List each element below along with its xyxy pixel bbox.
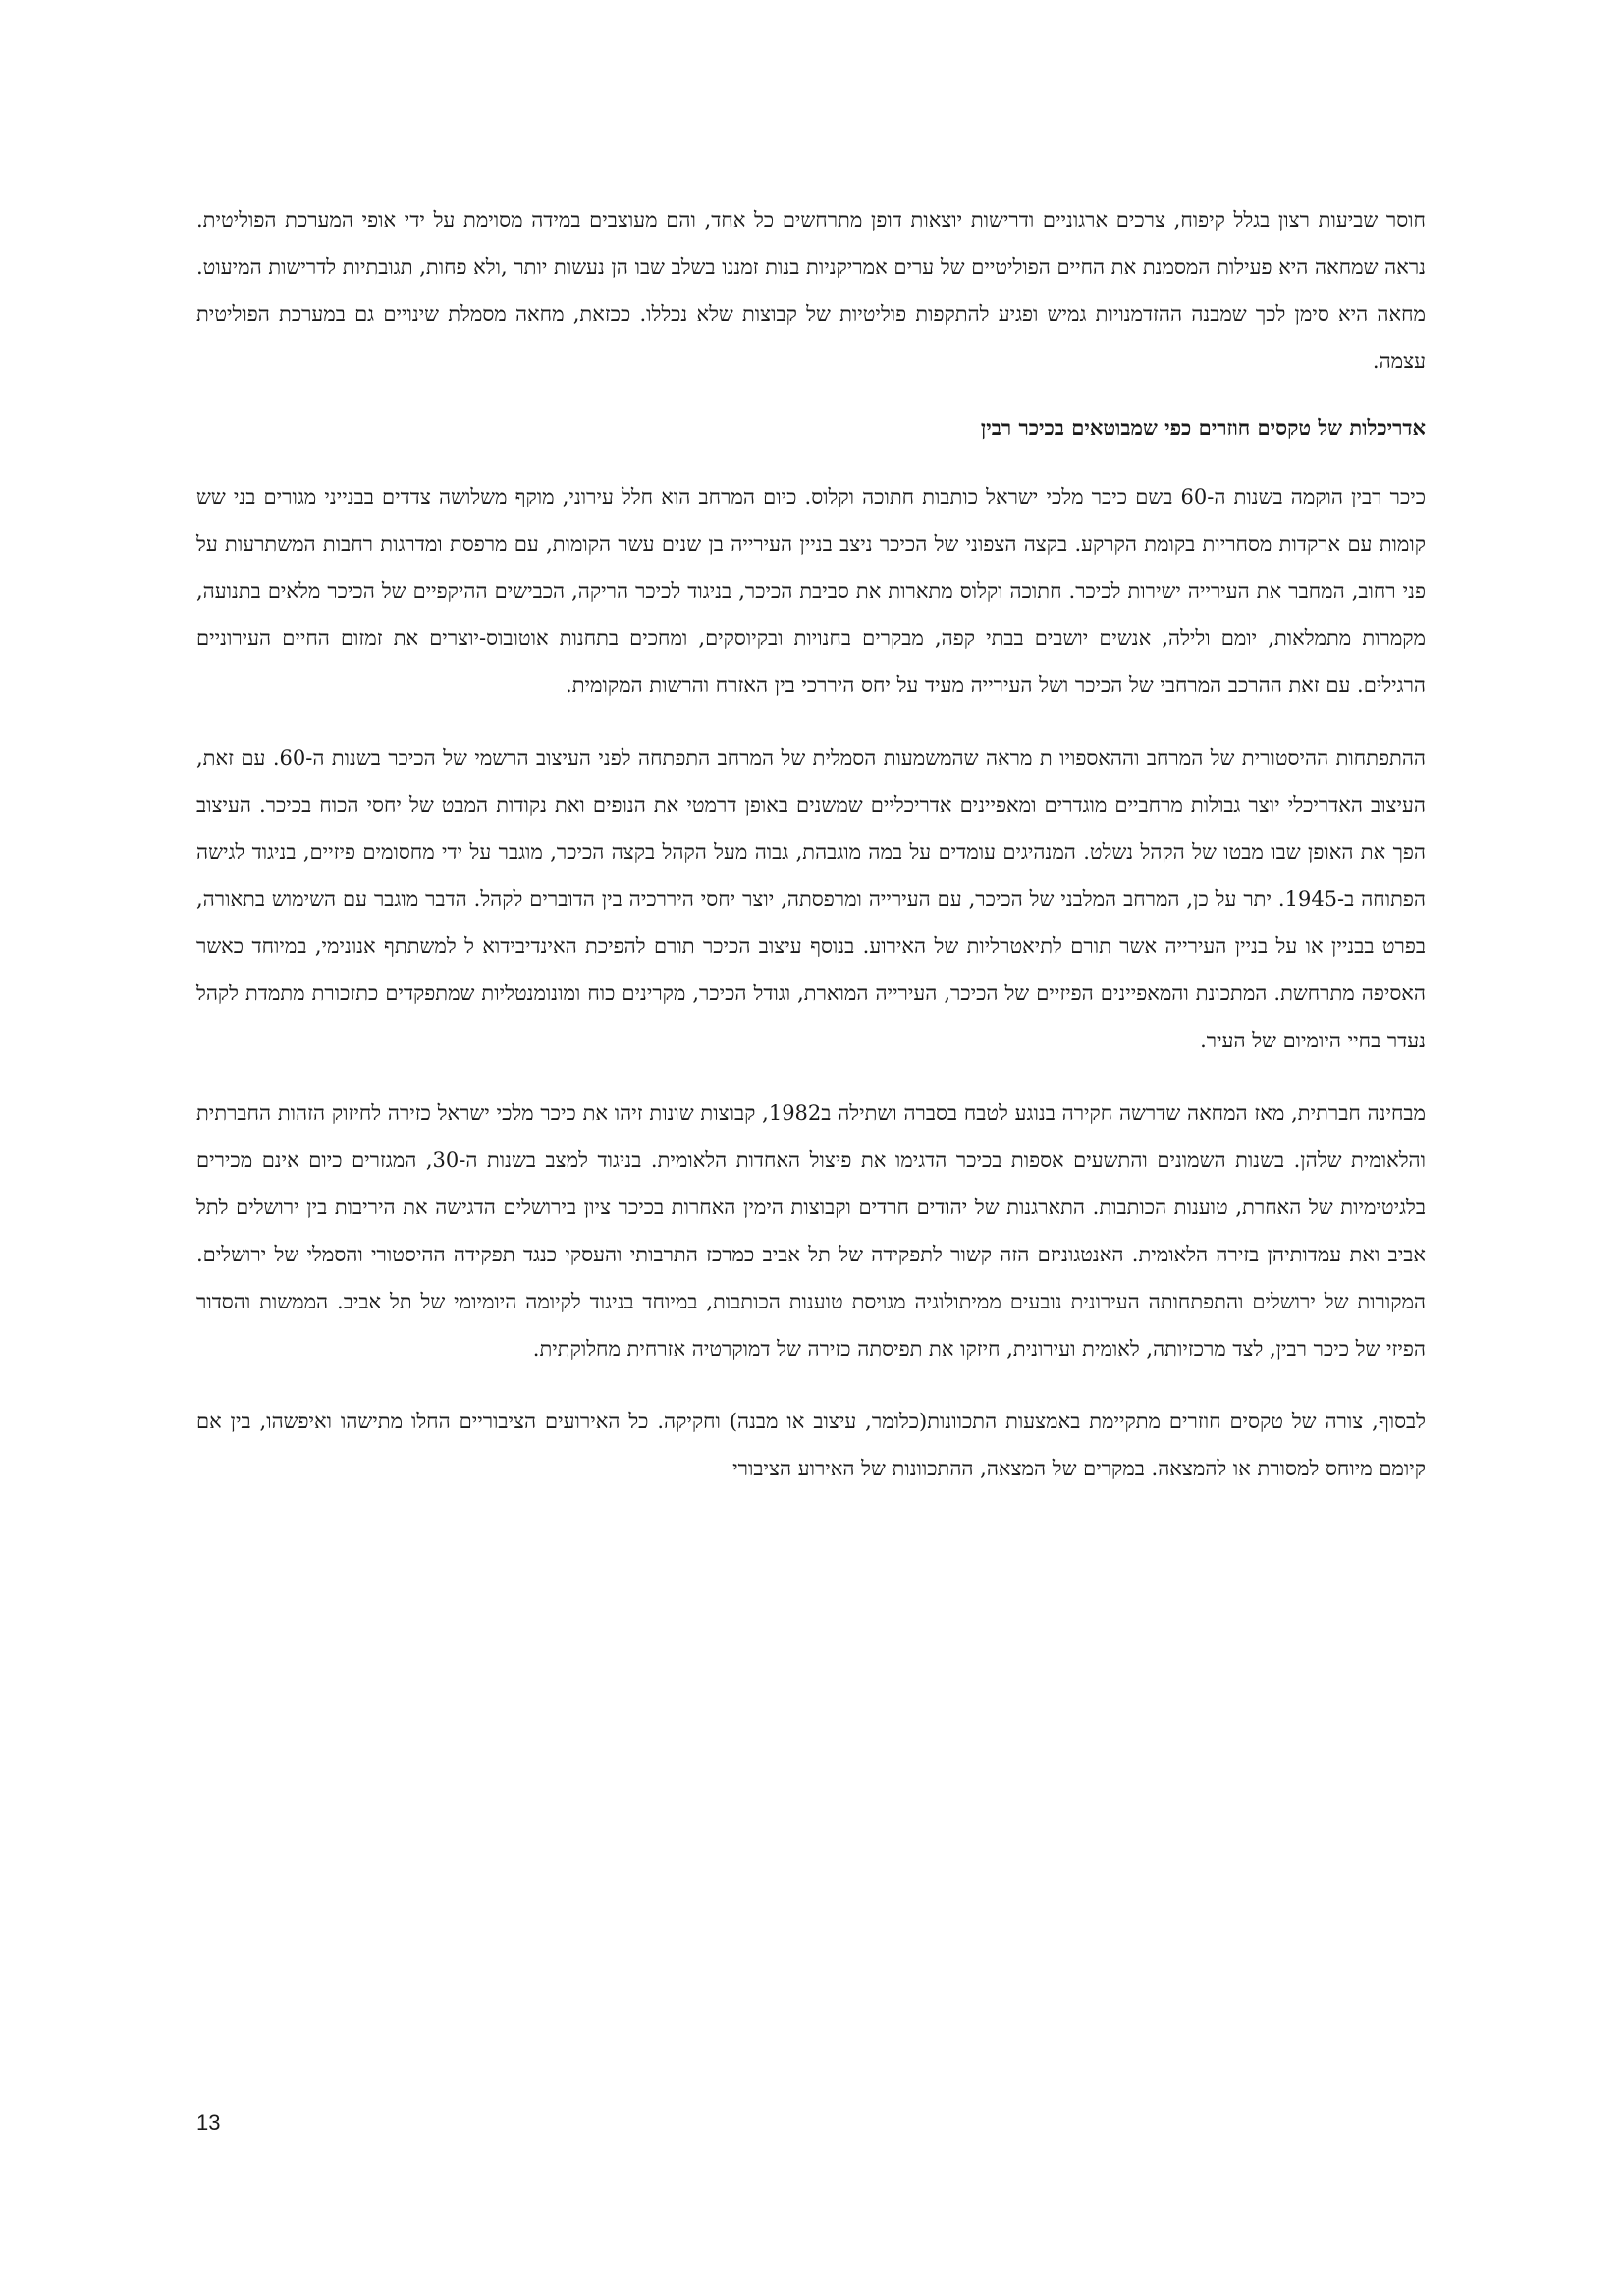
section-heading: אדריכלות של טקסים חוזרים כפי שמבוטאים בכיכר רבין — [980, 415, 1426, 440]
body-paragraph-3: מבחינה חברתית, מאז המחאה שדרשה חקירה בנוגע לטבח בסברה ושתילה ב1982, קבוצות שונות זיהו את כיכר מלכי ישראל כזירה לחיזוק הזהות החברתית והלאומית שלהן. בשנות השמונים והתשעים אספות בכיכר הדגימו את פיצול האחדות הלאומית. בניגוד למצב בשנות ה-30, המגזרים כיום אינם מכירים בלגיטימיות של האחרת, טוענות הכותבות. התארגנות של יהודים חרדים וקבוצות הימין האחרות בכיכר ציון בירושלים הדגישה את היריבות בין ירושלים לתל אביב ואת עמדותיהן בזירה הלאומית. האנטגוניזם הזה קשור לתפקידה של תל אביב כמרכז התרבותי והעסקי כנגד תפקידה ההיסטורי והסמלי של ירושלים. המקורות של ירושלים והתפתחותה העירונית נובעים ממיתולוגיה מגויסת טוענות הכותבות, במיוחד בניגוד לקיומה היומיומי של תל אביב. הממשות והסדור הפיזי של כיכר רבין, לצד מרכזיותה, לאומית ועירונית, חיזקו את תפיסתה כזירה של דמוקרטיה אזרחית מחלוקתית. — [196, 1101, 1426, 1361]
document-page — [196, 196, 1426, 1492]
page-number: 13 — [196, 2110, 221, 2135]
intro-paragraph: חוסר שביעות רצון בגלל קיפוח, צרכים ארגוניים ודרישות יוצאות דופן מתרחשים כל אחד, והם מעוצבים במידה מסוימת על ידי אופי המערכת הפוליטית. נראה שמחאה היא פעילות המסמנת את החיים הפוליטיים של ערים אמריקניות בנות זמננו בשלב שבו הן נעשות יותר ,ולא פחות, תגובתיות לדרישות המיעוט. מחאה היא סימן לכך שמבנה ההזדמנויות גמיש ופגיע להתקפות פוליטיות של קבוצות שלא נכללו. ככזאת, מחאה מסמלת שינויים גם במערכת הפוליטית עצמה. — [196, 208, 1426, 373]
body-paragraph-1: כיכר רבין הוקמה בשנות ה-60 בשם כיכר מלכי ישראל כותבות חתוכה וקלוס. כיום המרחב הוא חלל עירוני, מוקף משלושה צדדים בבנייני מגורים בני שש קומות עם ארקדות מסחריות בקומת הקרקע. בקצה הצפוני של הכיכר ניצב בניין העירייה בן שנים עשר הקומות, עם מרפסת ומדרגות רחבות המשתרעות על פני רחוב, המחבר את העירייה ישירות לכיכר. חתוכה וקלוס מתארות את סביבת הכיכר, בניגוד לכיכר הריקה, הכבישים ההיקפיים של הכיכר מלאים בתנועה, מקמרות מתמלאות, יומם ולילה, אנשים יושבים בבתי קפה, מבקרים בחנויות ובקיוסקים, ומחכים בתחנות אוטובוס-יוצרים את זמזום החיים העירוניים הרגילים. עם זאת ההרכב המרחבי של הכיכר ושל העירייה מעיד על יחס היררכי בין האזרח והרשות המקומית. — [196, 485, 1426, 697]
body-paragraph-2: ההתפתחות ההיסטורית של המרחב וההאספויו ת מראה שהמשמעות הסמלית של המרחב התפתחה לפני העיצוב הרשמי של הכיכר בשנות ה-60. עם זאת, העיצוב האדריכלי יוצר גבולות מרחביים מוגדרים ומאפיינים אדריכליים שמשנים באופן דרמטי את הנופים ואת נקודות המבט של יחסי הכוח בכיכר. העיצוב הפך את האופן שבו מבטו של הקהל נשלט. המנהיגים עומדים על במה מוגבהת, גבוה מעל הקהל בקצה הכיכר, מוגבר על ידי מחסומים פיזיים, בניגוד לגישה הפתוחה ב-1945. יתר על כן, המרחב המלבני של הכיכר, עם העירייה ומרפסתה, יוצר יחסי היררכיה בין הדוברים לקהל. הדבר מוגבר עם השימוש בתאורה, בפרט בבניין או על בניין העירייה אשר תורם לתיאטרליות של האירוע. בנוסף עיצוב הכיכר תורם להפיכת האינדיבידוא ל למשתתף אנונימי, במיוחד כאשר האסיפה מתרחשת. המתכונת והמאפיינים הפיזיים של הכיכר, העירייה המוארת, וגודל הכיכר, מקרינים כוח ומונומנטליות שמתפקדים כתזכורת מתמדת לקהל נעדר בחיי היומיום של העיר. — [196, 746, 1426, 1052]
body-paragraph-4: לבסוף, צורה של טקסים חוזרים מתקיימת באמצעות התכוונות(כלומר, עיצוב או מבנה) וחקיקה. כל האירועים הציבוריים החלו מתישהו ואיפשהו, בין אם קיומם מיוחס למסורת או להמצאה. במקרים של המצאה, ההתכוונות של האירוע הציבורי — [196, 1410, 1426, 1480]
